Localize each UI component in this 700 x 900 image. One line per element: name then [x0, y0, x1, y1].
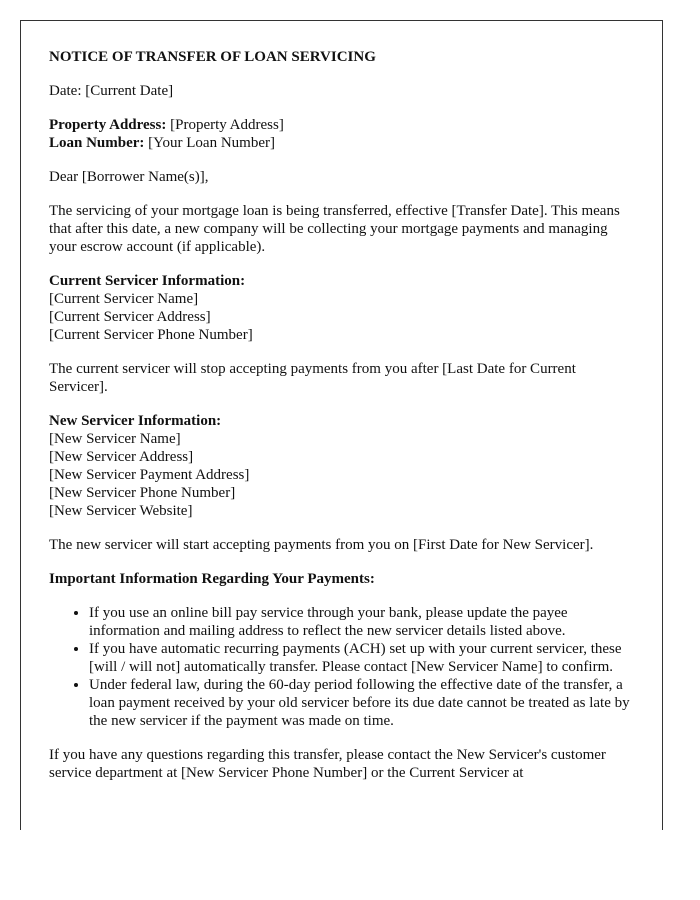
- document-page: [20, 20, 663, 830]
- list-item: • If you use an online bill pay service through your bank, please update the payee information and mailing address to reflect the new servicer details listed above.: [89, 604, 634, 640]
- questions-paragraph: If you have any questions regarding this transfer, please contact the New Servicer's customer service department at [New Servicer Phone Number] or the Current Servicer at: [49, 747, 606, 781]
- important-heading-text: Important Information Regarding Your Payments:: [49, 571, 375, 587]
- salutation: Dear [Borrower Name(s)],: [49, 169, 209, 185]
- new-servicer-info: [49, 412, 634, 520]
- new-servicer-phone: [New Servicer Phone Number]: [49, 485, 236, 501]
- list-item: • Under federal law, during the 60-day period following the effective date of the transfer, a loan payment received by your old servicer before its due date cannot be treated as late by the new servicer if the payment was made on time.: [89, 676, 634, 730]
- new-servicer-website: [New Servicer Website]: [49, 503, 193, 519]
- intro-paragraph: The servicing of your mortgage loan is being transferred, effective [Transfer Date]. This means that after this date, a new company will be collecting your mortgage payments and managing your escrow account (if applicable).: [49, 203, 620, 255]
- important-list: [49, 604, 634, 730]
- document-title: NOTICE OF TRANSFER OF LOAN SERVICING: [49, 49, 376, 65]
- new-servicer-payment-address: [New Servicer Payment Address]: [49, 467, 250, 483]
- new-servicer-name: [New Servicer Name]: [49, 431, 181, 447]
- new-servicer-heading: New Servicer Information:: [49, 413, 222, 429]
- current-servicer-address: [Current Servicer Address]: [49, 309, 211, 325]
- current-servicer-name: [Current Servicer Name]: [49, 291, 199, 307]
- date-line: Date: [Current Date]: [49, 83, 174, 99]
- property-label: Property Address:: [49, 117, 167, 133]
- current-servicer-heading: Current Servicer Information:: [49, 273, 246, 289]
- new-start-paragraph: The new servicer will start accepting payments from you on [First Date for New Servicer].: [49, 537, 594, 553]
- current-servicer-info: [49, 272, 634, 344]
- loan-label: Loan Number:: [49, 135, 145, 151]
- property-value: [Property Address]: [166, 117, 284, 133]
- important-heading: [49, 570, 634, 588]
- list-item: • If you have automatic recurring payments (ACH) set up with your current servicer, these [will / will not] automatically transfer. Please contact [New Servicer Name] to confirm.: [89, 640, 634, 676]
- loan-details: [49, 116, 634, 152]
- new-servicer-address: [New Servicer Address]: [49, 449, 194, 465]
- loan-value: [Your Loan Number]: [144, 135, 275, 151]
- current-stop-paragraph: The current servicer will stop accepting payments from you after [Last Date for Current Servicer].: [49, 361, 576, 395]
- current-servicer-phone: [Current Servicer Phone Number]: [49, 327, 253, 343]
